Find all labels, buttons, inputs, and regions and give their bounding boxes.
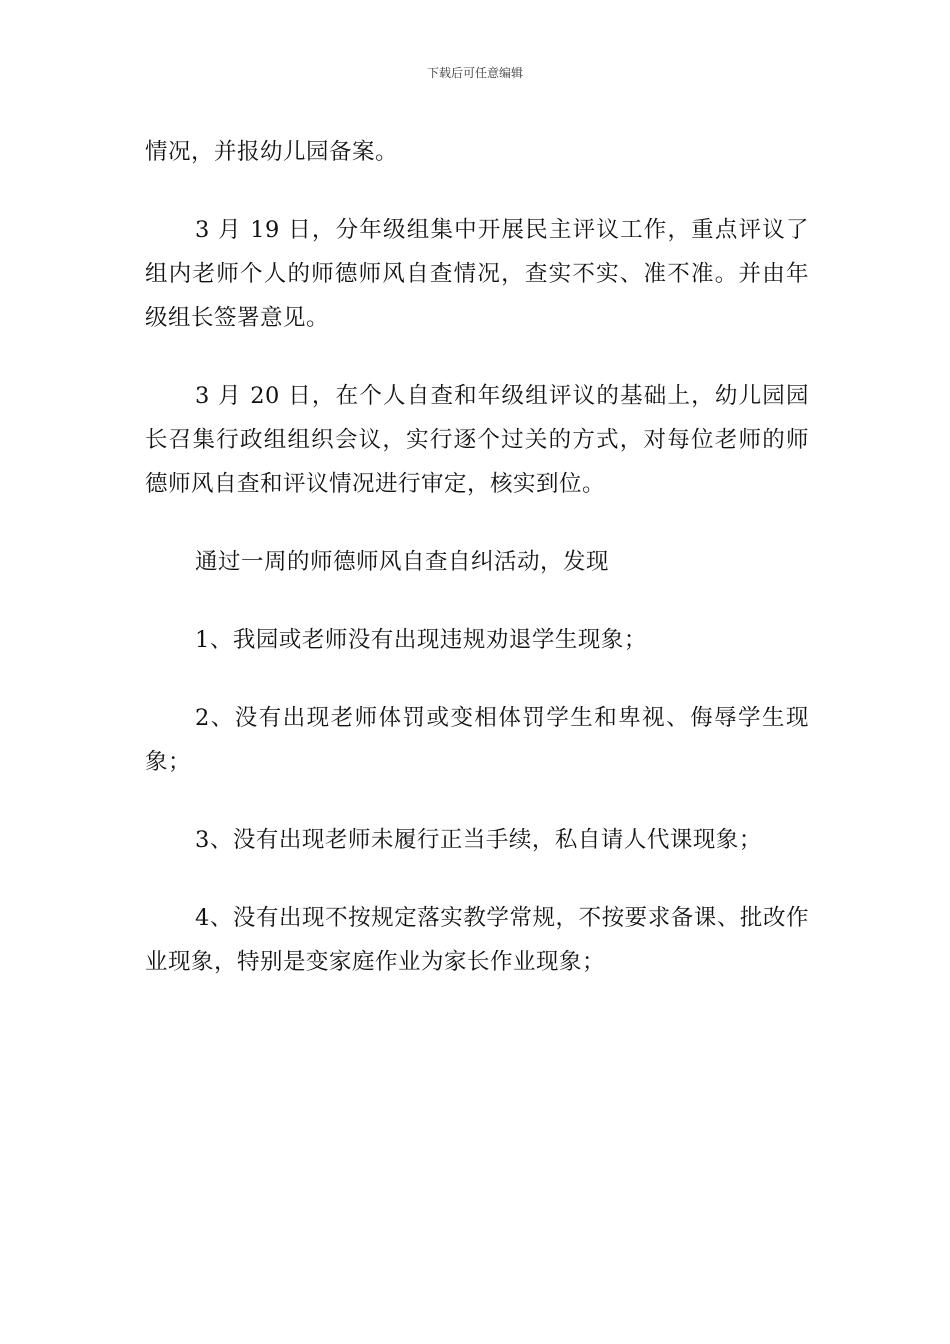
paragraph-2: 3 月 19 日，分年级组集中开展民主评议工作，重点评议了组内老师个人的师德师风自查情况，查实不实、准不准。并由年级组长签署意见。 (145, 217, 809, 331)
paragraph-4: 通过一周的师德师风自查自纠活动，发现 (195, 549, 610, 575)
page-header: 下载后可任意编辑 (426, 66, 523, 80)
document-body (145, 130, 809, 1018)
list-item-3: 3、没有出现老师未履行正当手续，私自请人代课现象； (195, 827, 762, 853)
list-item-2: 2、没有出现老师体罚或变相体罚学生和卑视、侮辱学生现象； (145, 705, 809, 775)
list-item-1: 1、我园或老师没有出现违规劝退学生现象； (195, 627, 647, 653)
paragraph-1: 情况，并报幼儿园备案。 (145, 139, 399, 165)
list-item-4: 4、没有出现不按规定落实教学常规，不按要求备课、批改作业现象，特别是变家庭作业为家长作业现象； (145, 905, 809, 975)
paragraph-3: 3 月 20 日，在个人自查和年级组评议的基础上，幼儿园园长召集行政组组织会议，实行逐个过关的方式，对每位老师的师德师风自查和评议情况进行审定，核实到位。 (145, 383, 809, 497)
